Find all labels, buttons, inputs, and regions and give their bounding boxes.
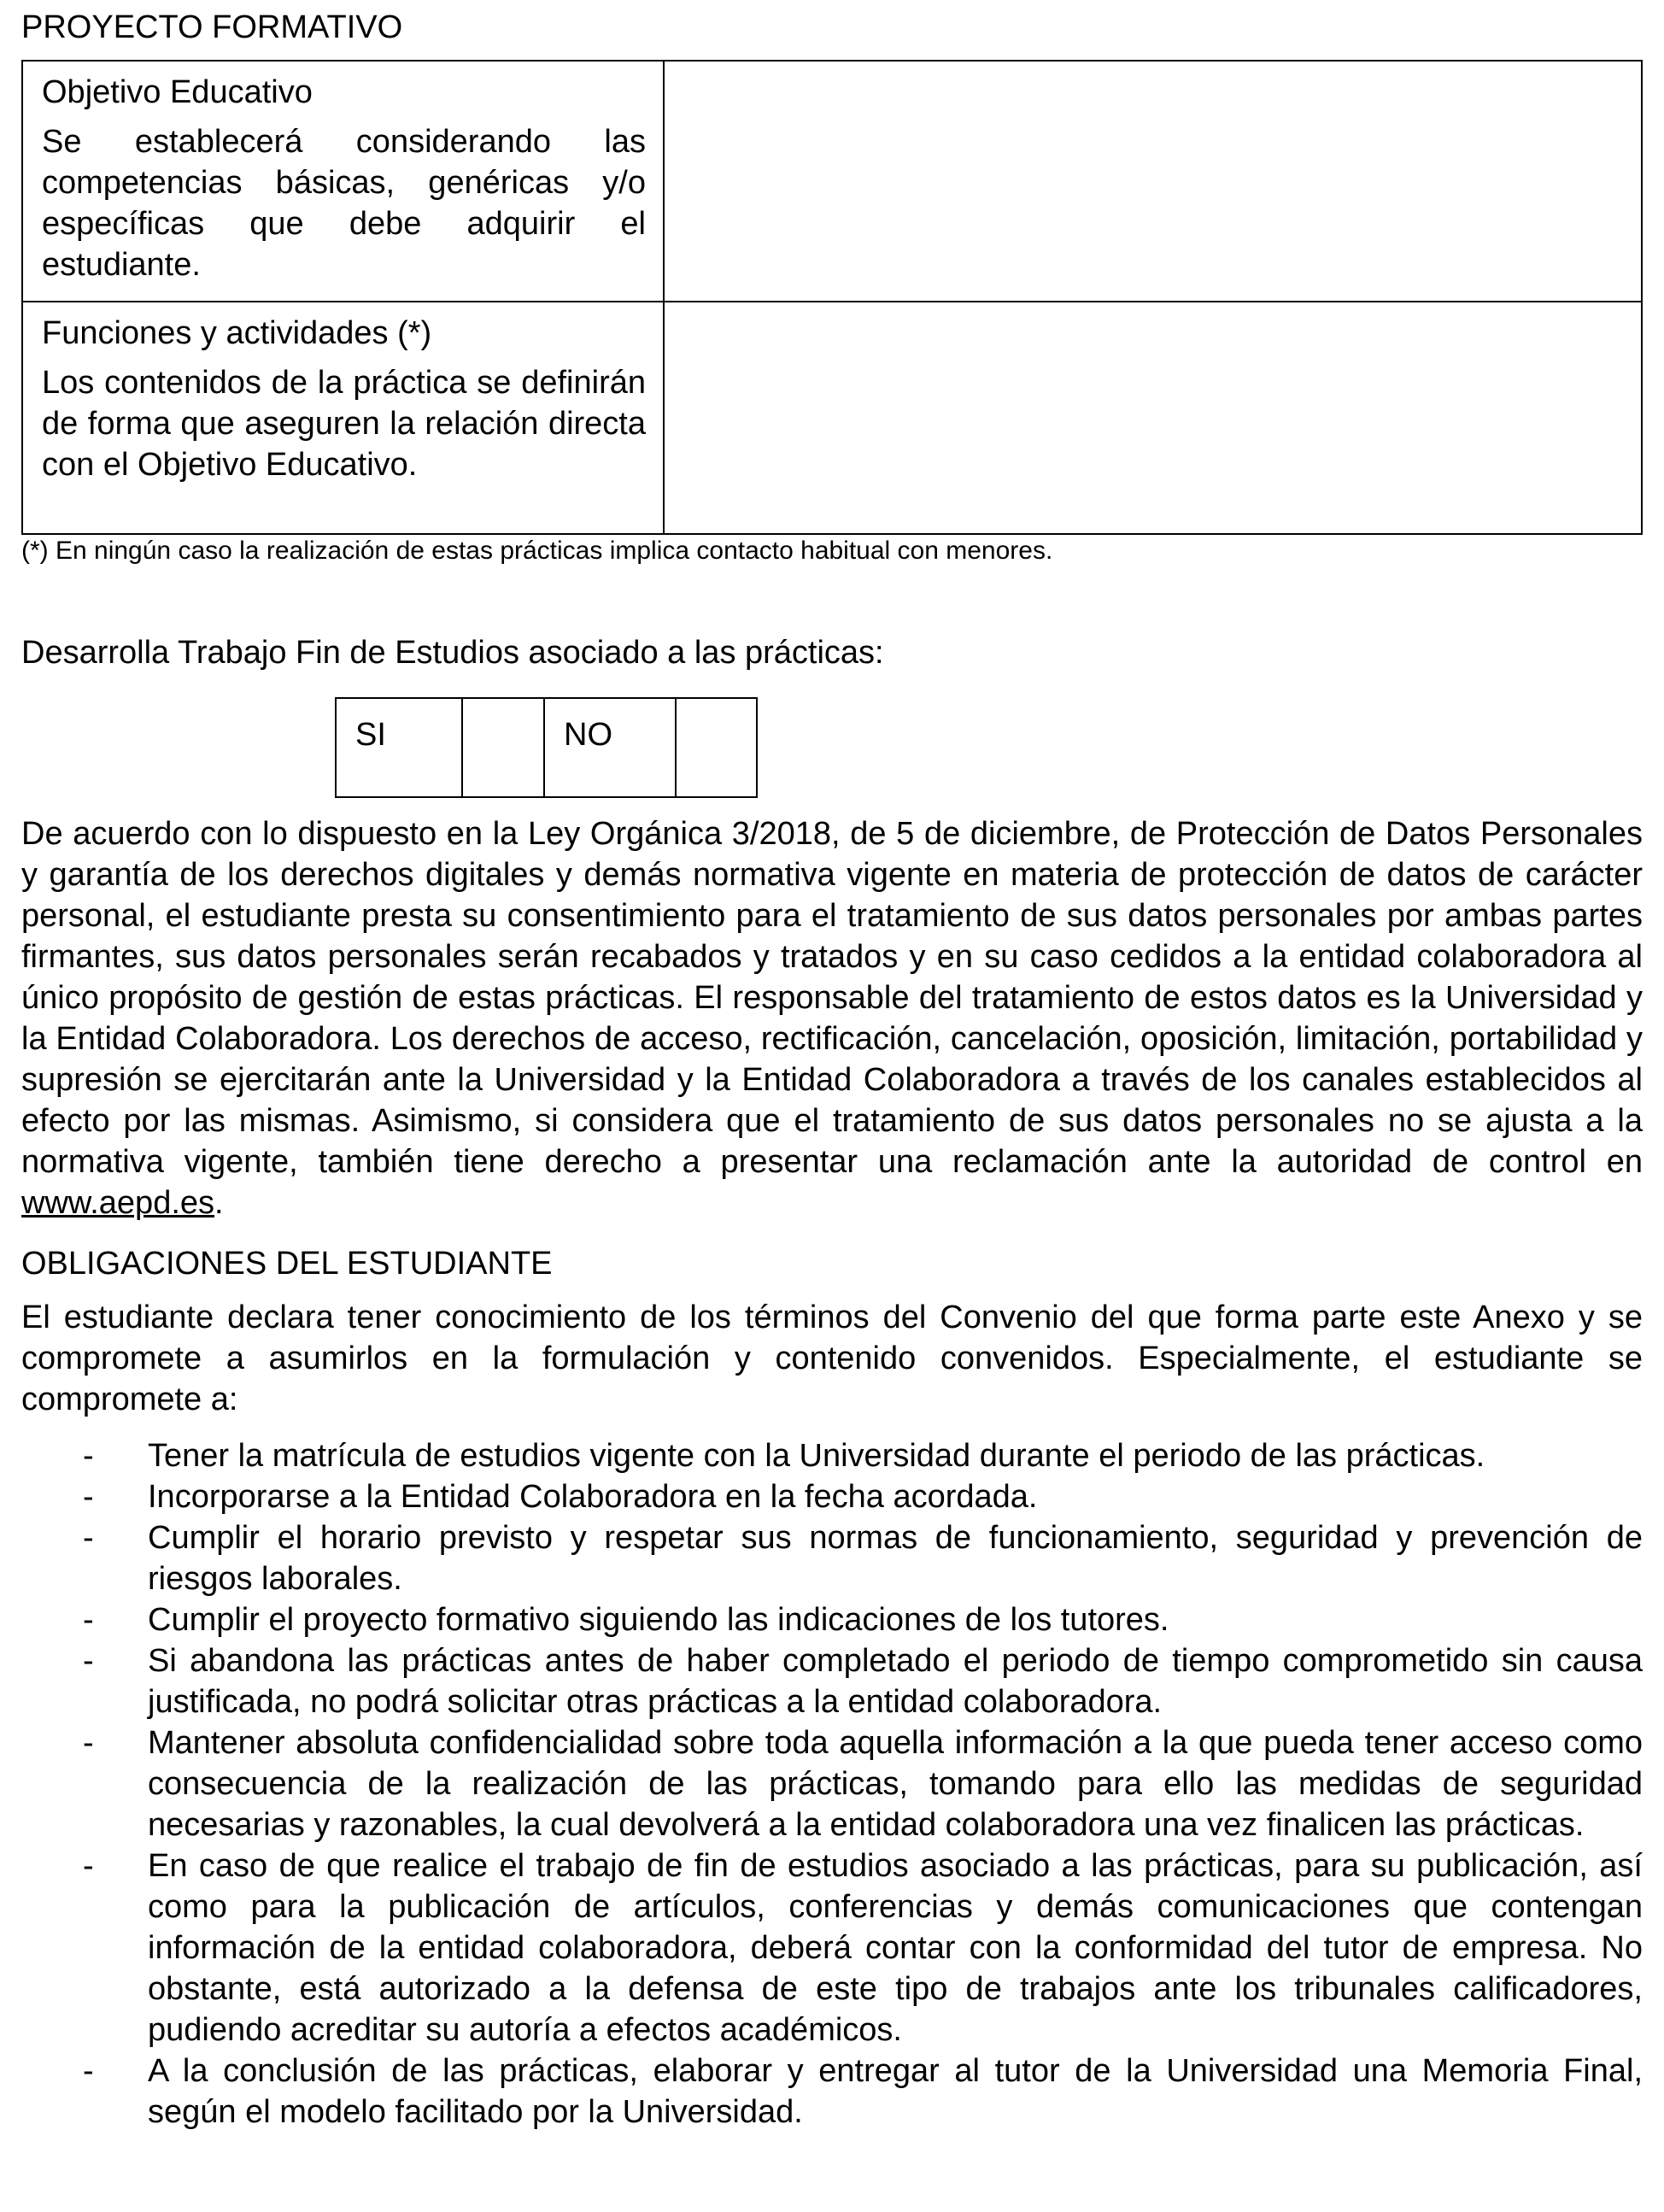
obligations-intro: El estudiante declara tener conocimiento de los términos del Convenio del que forma parte este Anexo y se compromete a asumirlos en la formulación y contenido convenidos. Especialmente, el estudiante se compromete a: [21, 1300, 1643, 1417]
list-item [21, 1517, 1643, 1599]
privacy-end: . [214, 1185, 224, 1221]
privacy-paragraph [21, 813, 1643, 1223]
obligation-text: Cumplir el horario previsto y respetar sus normas de funcionamiento, seguridad y prevención de riesgos laborales. [148, 1520, 1643, 1597]
yes-label: SI [336, 698, 462, 797]
list-item [21, 1599, 1643, 1640]
obligation-text: Si abandona las prácticas antes de haber completado el periodo de tiempo comprometido sin causa justificada, no podrá solicitar otras prácticas a la entidad colaboradora. [148, 1643, 1643, 1720]
no-checkbox-cell[interactable] [676, 698, 757, 797]
objective-title: Objetivo Educativo [42, 74, 313, 110]
functions-label-cell [22, 302, 664, 534]
list-dash: - [83, 1848, 94, 1884]
no-label: NO [544, 698, 676, 797]
list-dash: - [83, 1725, 94, 1761]
obligations-list [21, 1435, 1643, 2133]
project-table [21, 60, 1643, 535]
list-item [21, 1722, 1643, 1845]
table-row [336, 698, 757, 797]
list-dash: - [83, 1520, 94, 1556]
list-dash: - [83, 1438, 94, 1474]
table-row [22, 302, 1642, 534]
privacy-text-block [21, 813, 1643, 1223]
list-dash: - [83, 1479, 94, 1515]
yes-checkbox-cell[interactable] [462, 698, 544, 797]
functions-value-cell[interactable] [664, 302, 1642, 534]
aepd-link[interactable]: www.aepd.es [21, 1185, 215, 1221]
section-title: PROYECTO FORMATIVO [21, 9, 403, 45]
tfe-yes-no-table [335, 697, 758, 798]
list-dash: - [83, 1602, 94, 1638]
tfe-question: Desarrolla Trabajo Fin de Estudios asociado a las prácticas: [21, 635, 884, 671]
list-item [21, 1435, 1643, 1476]
obligation-text: Mantener absoluta confidencialidad sobre toda aquella información a la que pueda tener acceso como consecuencia de la realización de las prácticas, tomando para ello las medidas de seguridad necesarias y razonables, la cual devolverá a la entidad colaboradora una vez finalicen las prácticas. [148, 1725, 1643, 1843]
list-item [21, 1476, 1643, 1517]
obligation-text: Incorporarse a la Entidad Colaboradora en la fecha acordada. [148, 1479, 1038, 1515]
obligation-text: En caso de que realice el trabajo de fin de estudios asociado a las prácticas, para su publicación, así como para la publicación de artículos, conferencias y demás comunicaciones que contengan información de la entidad colaboradora, deberá contar con la conformidad del tutor de empresa. No obstante, está autorizado a la defensa de este tipo de trabajos ante los tribunales calificadores, pudiendo acreditar su autoría a efectos académicos. [148, 1848, 1643, 2048]
footnote: (*) En ningún caso la realización de estas prácticas implica contacto habitual con menores. [21, 537, 1053, 565]
functions-description: Los contenidos de la práctica se definirán de forma que aseguren la relación directa con el Objetivo Educativo. [42, 365, 646, 483]
list-item [21, 2051, 1643, 2133]
obligation-text: Tener la matrícula de estudios vigente con la Universidad durante el periodo de las prácticas. [148, 1438, 1485, 1474]
list-dash: - [83, 2053, 94, 2089]
objective-description: Se establecerá considerando las competencias básicas, genéricas y/o específicas que debe adquirir el estudiante. [42, 124, 646, 283]
privacy-text: De acuerdo con lo dispuesto en la Ley Orgánica 3/2018, de 5 de diciembre, de Protección de Datos Personales y garantía de los derechos digitales y demás normativa vigente en materia de protección de datos de carácter personal, el estudiante presta su consentimiento para el tratamiento de sus datos personales por ambas partes firmantes, sus datos personales serán recabados y tratados y en su caso cedidos a la entidad colaboradora al único propósito de gestión de estas prácticas. El responsable del tratamiento de estos datos es la Universidad y la Entidad Colaboradora. Los derechos de acceso, rectificación, cancelación, oposición, limitación, portabilidad y supresión se ejercitarán ante la Universidad y la Entidad Colaboradora a través de los canales establecidos al efecto por las mismas. Asimismo, si considera que el tratamiento de sus datos personales no se ajusta a la normativa vigente, también tiene derecho a presentar una reclamación ante la autoridad de control en [21, 816, 1643, 1180]
list-item [21, 1640, 1643, 1722]
table-row [22, 61, 1642, 302]
list-dash: - [83, 1643, 94, 1679]
obligations-title: OBLIGACIONES DEL ESTUDIANTE [21, 1246, 553, 1282]
objective-value-cell[interactable] [664, 61, 1642, 302]
objective-label-cell [22, 61, 664, 302]
functions-title: Funciones y actividades (*) [42, 315, 432, 351]
obligation-text: A la conclusión de las prácticas, elaborar y entregar al tutor de la Universidad una Memoria Final, según el modelo facilitado por la Universidad. [148, 2053, 1643, 2130]
obligation-text: Cumplir el proyecto formativo siguiendo las indicaciones de los tutores. [148, 1602, 1169, 1638]
list-item [21, 1845, 1643, 2051]
